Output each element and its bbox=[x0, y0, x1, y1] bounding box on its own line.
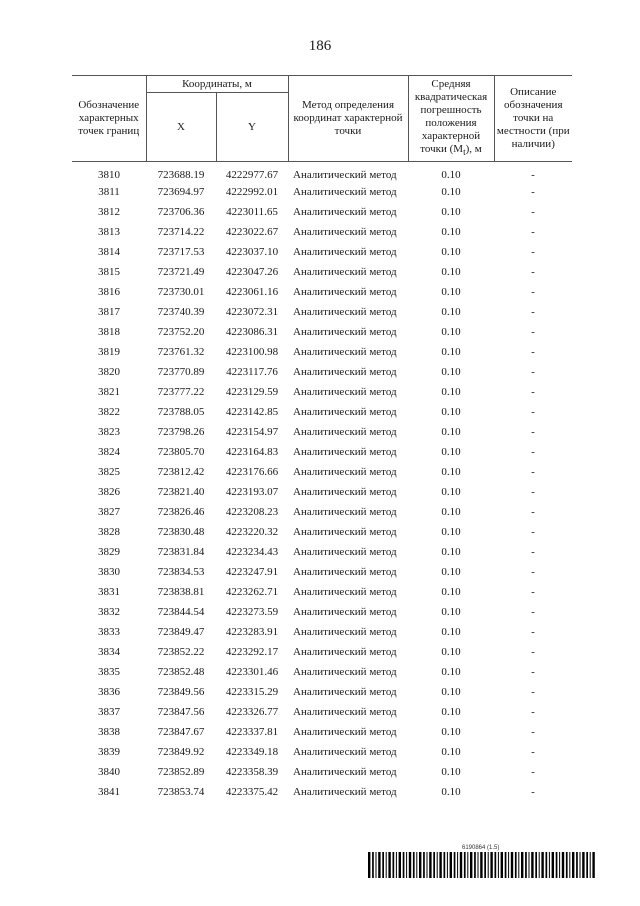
cell-y: 4223164.83 bbox=[225, 446, 279, 458]
cell-y: 4223022.67 bbox=[225, 226, 279, 238]
cell-point-id: 3839 bbox=[98, 746, 120, 758]
cell-x: 723805.70 bbox=[157, 446, 205, 458]
cell-y: 4223037.10 bbox=[225, 246, 279, 258]
cell-description: - bbox=[531, 326, 535, 338]
cell-y: 4223326.77 bbox=[225, 706, 279, 718]
cell-x: 723853.74 bbox=[157, 786, 205, 798]
cell-point-id: 3822 bbox=[98, 406, 120, 418]
table-body bbox=[72, 162, 572, 803]
cell-method: Аналитический метод bbox=[293, 666, 397, 678]
cell-y: 4223358.39 bbox=[225, 766, 279, 778]
cell-point-id: 3821 bbox=[98, 386, 120, 398]
cell-method: Аналитический метод bbox=[293, 686, 397, 698]
coordinates-table bbox=[72, 75, 572, 802]
cell-description: - bbox=[531, 406, 535, 418]
table-header bbox=[72, 76, 572, 162]
cell-y: 4223273.59 bbox=[225, 606, 279, 618]
cell-method: Аналитический метод bbox=[293, 446, 397, 458]
cell-x: 723847.56 bbox=[157, 706, 205, 718]
cell-y: 4223234.43 bbox=[225, 546, 279, 558]
table-row bbox=[72, 542, 572, 562]
table-row bbox=[72, 162, 572, 183]
cell-y: 4223220.32 bbox=[225, 526, 279, 538]
barcode-icon bbox=[368, 852, 596, 878]
table-row bbox=[72, 662, 572, 682]
cell-x: 723849.92 bbox=[157, 746, 205, 758]
cell-x: 723761.32 bbox=[157, 346, 205, 358]
cell-description: - bbox=[531, 606, 535, 618]
cell-y: 4223011.65 bbox=[226, 206, 278, 218]
table-row bbox=[72, 502, 572, 522]
cell-method: Аналитический метод bbox=[293, 746, 397, 758]
cell-x: 723826.46 bbox=[157, 506, 205, 518]
cell-method: Аналитический метод bbox=[293, 606, 397, 618]
cell-method: Аналитический метод bbox=[293, 546, 397, 558]
cell-x: 723852.22 bbox=[157, 646, 205, 658]
cell-x: 723812.42 bbox=[157, 466, 205, 478]
cell-method: Аналитический метод bbox=[293, 626, 397, 638]
table-row bbox=[72, 402, 572, 422]
cell-error: 0.10 bbox=[441, 466, 461, 478]
footer-code: 6190864 (1.5) bbox=[462, 845, 500, 851]
cell-y: 4223176.66 bbox=[225, 466, 279, 478]
cell-method: Аналитический метод bbox=[293, 386, 397, 398]
cell-x: 723849.47 bbox=[157, 626, 205, 638]
table-row bbox=[72, 322, 572, 342]
cell-method: Аналитический метод bbox=[293, 726, 397, 738]
cell-method: Аналитический метод bbox=[293, 786, 397, 798]
header-x: X bbox=[146, 93, 216, 162]
cell-y: 4222977.67 bbox=[225, 169, 279, 181]
cell-y: 4223375.42 bbox=[225, 786, 279, 798]
cell-x: 723834.53 bbox=[157, 566, 205, 578]
header-error-suffix: ), м bbox=[465, 142, 482, 155]
cell-error: 0.10 bbox=[441, 446, 461, 458]
table-row bbox=[72, 622, 572, 642]
header-description: Описание обозначения точки на местности (при наличии) bbox=[494, 76, 572, 162]
cell-method: Аналитический метод bbox=[293, 169, 397, 181]
cell-point-id: 3823 bbox=[98, 426, 120, 438]
cell-description: - bbox=[531, 366, 535, 378]
cell-point-id: 3837 bbox=[98, 706, 120, 718]
cell-x: 723721.49 bbox=[157, 266, 205, 278]
cell-x: 723740.39 bbox=[157, 306, 205, 318]
table-row bbox=[72, 742, 572, 762]
cell-x: 723752.20 bbox=[157, 326, 205, 338]
cell-error: 0.10 bbox=[441, 526, 461, 538]
cell-y: 4223129.59 bbox=[225, 386, 279, 398]
cell-error: 0.10 bbox=[441, 546, 461, 558]
cell-x: 723706.36 bbox=[157, 206, 205, 218]
cell-x: 723788.05 bbox=[157, 406, 205, 418]
cell-description: - bbox=[531, 626, 535, 638]
cell-x: 723688.19 bbox=[157, 169, 205, 181]
cell-error: 0.10 bbox=[441, 626, 461, 638]
table-row bbox=[72, 722, 572, 742]
cell-error: 0.10 bbox=[441, 186, 461, 198]
cell-method: Аналитический метод bbox=[293, 306, 397, 318]
cell-method: Аналитический метод bbox=[293, 326, 397, 338]
table-row bbox=[72, 442, 572, 462]
table-row bbox=[72, 782, 572, 802]
cell-error: 0.10 bbox=[441, 566, 461, 578]
cell-point-id: 3831 bbox=[98, 586, 120, 598]
cell-x: 723847.67 bbox=[157, 726, 205, 738]
cell-error: 0.10 bbox=[441, 206, 461, 218]
cell-point-id: 3825 bbox=[98, 466, 120, 478]
table-row bbox=[72, 382, 572, 402]
cell-point-id: 3819 bbox=[98, 346, 120, 358]
cell-error: 0.10 bbox=[441, 686, 461, 698]
table-row bbox=[72, 262, 572, 282]
cell-point-id: 3817 bbox=[98, 306, 120, 318]
cell-y: 4223047.26 bbox=[225, 266, 279, 278]
cell-x: 723714.22 bbox=[157, 226, 205, 238]
cell-x: 723821.40 bbox=[157, 486, 205, 498]
cell-y: 4223142.85 bbox=[225, 406, 279, 418]
cell-error: 0.10 bbox=[441, 366, 461, 378]
cell-x: 723849.56 bbox=[157, 686, 205, 698]
table-row bbox=[72, 702, 572, 722]
cell-point-id: 3835 bbox=[98, 666, 120, 678]
cell-error: 0.10 bbox=[441, 506, 461, 518]
cell-y: 4223208.23 bbox=[225, 506, 279, 518]
cell-x: 723730.01 bbox=[157, 286, 205, 298]
cell-method: Аналитический метод bbox=[293, 406, 397, 418]
header-point-label: Обозначение характерных точек границ bbox=[72, 76, 146, 162]
cell-y: 4223292.17 bbox=[225, 646, 279, 658]
cell-method: Аналитический метод bbox=[293, 486, 397, 498]
cell-description: - bbox=[531, 546, 535, 558]
cell-description: - bbox=[531, 526, 535, 538]
cell-point-id: 3820 bbox=[98, 366, 120, 378]
cell-method: Аналитический метод bbox=[293, 206, 397, 218]
cell-x: 723844.54 bbox=[157, 606, 205, 618]
cell-method: Аналитический метод bbox=[293, 266, 397, 278]
table-row bbox=[72, 282, 572, 302]
cell-error: 0.10 bbox=[441, 486, 461, 498]
cell-description: - bbox=[531, 786, 535, 798]
cell-description: - bbox=[531, 306, 535, 318]
cell-method: Аналитический метод bbox=[293, 526, 397, 538]
table-row bbox=[72, 642, 572, 662]
table-row bbox=[72, 562, 572, 582]
cell-x: 723694.97 bbox=[157, 186, 205, 198]
cell-point-id: 3829 bbox=[98, 546, 120, 558]
cell-point-id: 3841 bbox=[98, 786, 120, 798]
cell-method: Аналитический метод bbox=[293, 466, 397, 478]
cell-x: 723838.81 bbox=[157, 586, 205, 598]
cell-description: - bbox=[531, 486, 535, 498]
cell-point-id: 3836 bbox=[98, 686, 120, 698]
cell-error: 0.10 bbox=[441, 326, 461, 338]
cell-method: Аналитический метод bbox=[293, 766, 397, 778]
cell-point-id: 3810 bbox=[98, 169, 120, 181]
cell-y: 4223100.98 bbox=[225, 346, 279, 358]
cell-description: - bbox=[531, 286, 535, 298]
header-error-sub: t bbox=[463, 147, 466, 158]
table-row bbox=[72, 462, 572, 482]
cell-error: 0.10 bbox=[441, 346, 461, 358]
cell-description: - bbox=[531, 726, 535, 738]
cell-point-id: 3828 bbox=[98, 526, 120, 538]
cell-method: Аналитический метод bbox=[293, 286, 397, 298]
cell-description: - bbox=[531, 706, 535, 718]
cell-description: - bbox=[531, 646, 535, 658]
cell-y: 4223117.76 bbox=[226, 366, 278, 378]
cell-point-id: 3834 bbox=[98, 646, 120, 658]
cell-point-id: 3824 bbox=[98, 446, 120, 458]
cell-method: Аналитический метод bbox=[293, 346, 397, 358]
cell-point-id: 3833 bbox=[98, 626, 120, 638]
cell-y: 4223337.81 bbox=[225, 726, 279, 738]
cell-point-id: 3830 bbox=[98, 566, 120, 578]
cell-point-id: 3840 bbox=[98, 766, 120, 778]
table-row bbox=[72, 602, 572, 622]
cell-method: Аналитический метод bbox=[293, 706, 397, 718]
header-coords-group: Координаты, м bbox=[146, 76, 288, 93]
cell-method: Аналитический метод bbox=[293, 366, 397, 378]
cell-description: - bbox=[531, 466, 535, 478]
cell-point-id: 3818 bbox=[98, 326, 120, 338]
header-y: Y bbox=[216, 93, 288, 162]
cell-description: - bbox=[531, 346, 535, 358]
cell-error: 0.10 bbox=[441, 226, 461, 238]
cell-method: Аналитический метод bbox=[293, 506, 397, 518]
cell-description: - bbox=[531, 506, 535, 518]
cell-description: - bbox=[531, 226, 535, 238]
cell-description: - bbox=[531, 446, 535, 458]
cell-method: Аналитический метод bbox=[293, 646, 397, 658]
page-number: 186 bbox=[308, 38, 332, 54]
cell-x: 723777.22 bbox=[157, 386, 205, 398]
cell-error: 0.10 bbox=[441, 746, 461, 758]
header-error-text: Средняя квадратическая погрешность положения характерной точки (M bbox=[414, 77, 488, 155]
cell-point-id: 3838 bbox=[98, 726, 120, 738]
cell-method: Аналитический метод bbox=[293, 426, 397, 438]
cell-description: - bbox=[531, 186, 535, 198]
cell-method: Аналитический метод bbox=[293, 246, 397, 258]
cell-error: 0.10 bbox=[441, 706, 461, 718]
cell-error: 0.10 bbox=[441, 306, 461, 318]
table-row bbox=[72, 422, 572, 442]
cell-description: - bbox=[531, 586, 535, 598]
cell-method: Аналитический метод bbox=[293, 186, 397, 198]
cell-error: 0.10 bbox=[441, 766, 461, 778]
cell-description: - bbox=[531, 169, 535, 181]
cell-point-id: 3815 bbox=[98, 266, 120, 278]
cell-error: 0.10 bbox=[441, 266, 461, 278]
cell-point-id: 3832 bbox=[98, 606, 120, 618]
table-row bbox=[72, 482, 572, 502]
cell-y: 4222992.01 bbox=[225, 186, 279, 198]
cell-description: - bbox=[531, 766, 535, 778]
cell-method: Аналитический метод bbox=[293, 566, 397, 578]
cell-y: 4223154.97 bbox=[225, 426, 279, 438]
cell-point-id: 3826 bbox=[98, 486, 120, 498]
table-row bbox=[72, 762, 572, 782]
cell-point-id: 3812 bbox=[98, 206, 120, 218]
cell-point-id: 3827 bbox=[98, 506, 120, 518]
cell-error: 0.10 bbox=[441, 666, 461, 678]
cell-error: 0.10 bbox=[441, 586, 461, 598]
cell-point-id: 3816 bbox=[98, 286, 120, 298]
table-row bbox=[72, 242, 572, 262]
cell-y: 4223283.91 bbox=[225, 626, 279, 638]
cell-method: Аналитический метод bbox=[293, 226, 397, 238]
cell-description: - bbox=[531, 686, 535, 698]
cell-error: 0.10 bbox=[441, 606, 461, 618]
cell-error: 0.10 bbox=[441, 386, 461, 398]
table-row bbox=[72, 182, 572, 202]
cell-x: 723831.84 bbox=[157, 546, 205, 558]
cell-point-id: 3814 bbox=[98, 246, 120, 258]
table-row bbox=[72, 682, 572, 702]
cell-description: - bbox=[531, 386, 535, 398]
cell-x: 723852.48 bbox=[157, 666, 205, 678]
cell-description: - bbox=[531, 566, 535, 578]
cell-description: - bbox=[531, 426, 535, 438]
cell-y: 4223349.18 bbox=[225, 746, 279, 758]
cell-description: - bbox=[531, 206, 535, 218]
cell-description: - bbox=[531, 666, 535, 678]
table-row bbox=[72, 522, 572, 542]
cell-x: 723770.89 bbox=[157, 366, 205, 378]
cell-description: - bbox=[531, 746, 535, 758]
header-error bbox=[408, 76, 494, 162]
table-row bbox=[72, 582, 572, 602]
cell-y: 4223301.46 bbox=[225, 666, 279, 678]
cell-error: 0.10 bbox=[441, 286, 461, 298]
cell-y: 4223086.31 bbox=[225, 326, 279, 338]
table-row bbox=[72, 342, 572, 362]
cell-error: 0.10 bbox=[441, 169, 461, 181]
cell-x: 723798.26 bbox=[157, 426, 205, 438]
cell-error: 0.10 bbox=[441, 426, 461, 438]
cell-x: 723852.89 bbox=[157, 766, 205, 778]
cell-y: 4223247.91 bbox=[225, 566, 279, 578]
cell-error: 0.10 bbox=[441, 406, 461, 418]
cell-error: 0.10 bbox=[441, 646, 461, 658]
cell-description: - bbox=[531, 266, 535, 278]
cell-error: 0.10 bbox=[441, 246, 461, 258]
cell-x: 723830.48 bbox=[157, 526, 205, 538]
cell-point-id: 3813 bbox=[98, 226, 120, 238]
table-row bbox=[72, 362, 572, 382]
table-row bbox=[72, 202, 572, 222]
header-method: Метод определения координат характерной точки bbox=[288, 76, 408, 162]
cell-y: 4223315.29 bbox=[225, 686, 279, 698]
cell-x: 723717.53 bbox=[157, 246, 205, 258]
cell-y: 4223193.07 bbox=[225, 486, 279, 498]
cell-y: 4223262.71 bbox=[225, 586, 279, 598]
table-row bbox=[72, 222, 572, 242]
cell-error: 0.10 bbox=[441, 786, 461, 798]
cell-description: - bbox=[531, 246, 535, 258]
table-row bbox=[72, 302, 572, 322]
cell-y: 4223061.16 bbox=[225, 286, 279, 298]
cell-method: Аналитический метод bbox=[293, 586, 397, 598]
cell-point-id: 3811 bbox=[98, 186, 120, 198]
cell-y: 4223072.31 bbox=[225, 306, 279, 318]
cell-error: 0.10 bbox=[441, 726, 461, 738]
